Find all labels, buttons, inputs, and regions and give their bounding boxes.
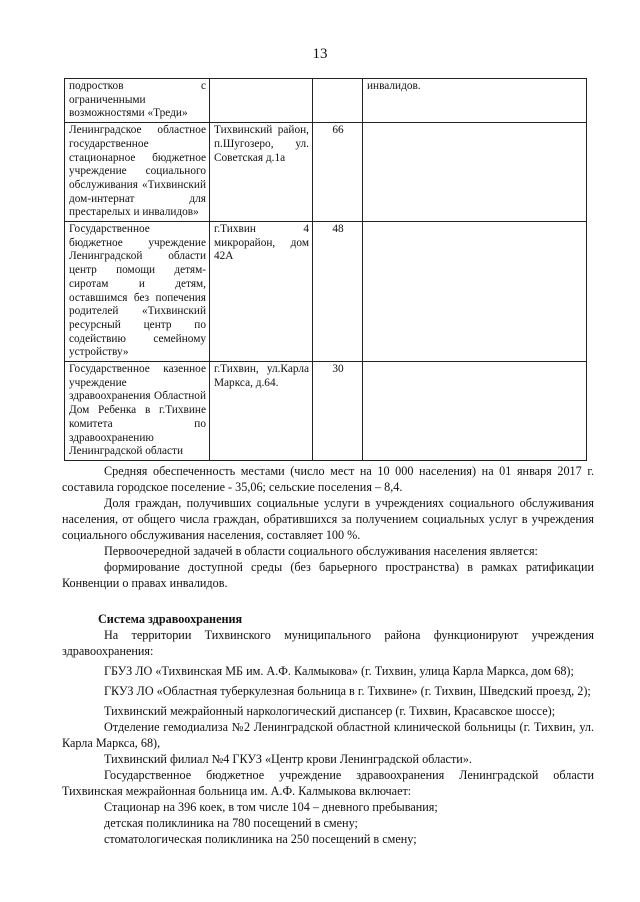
paragraph-healthcare-intro: На территории Тихвинского муниципального района функционируют учреждения здравоохранения: <box>62 628 594 658</box>
paragraph-hospital-2: ГКУЗ ЛО «Областная туберкулезная больница в г. Тихвине» (г. Тихвин, Шведский проезд, 2); <box>104 684 591 698</box>
paragraph-service-share: Доля граждан, получивших социальные услуги в учреждениях социального обслуживания населения, от общего числа граждан, обратившихся за получением социальных услуг в учреждения социального обслуживания населения, составляет 100 %. <box>62 496 594 542</box>
facility-capacity <box>313 79 363 123</box>
facility-address: Тихвинский район, п.Шугозеро, ул. Советская д.1а <box>210 123 313 222</box>
document-body <box>62 463 594 847</box>
paragraph-priority-task: Первоочередной задачей в области социального обслуживания населения является: <box>104 544 538 558</box>
facility-address: г.Тихвин 4 микрорайон, дом 42А <box>210 222 313 362</box>
facility-capacity: 66 <box>313 123 363 222</box>
facility-note <box>363 222 587 362</box>
paragraph-dental-clinic: стоматологическая поликлиника на 250 посещений в смену; <box>104 832 417 846</box>
facility-address <box>210 79 313 123</box>
paragraph-children-clinic: детская поликлиника на 780 посещений в смену; <box>104 816 358 830</box>
facility-name: подростков с ограниченными возможностями «Треди» <box>65 79 210 123</box>
facility-capacity: 48 <box>313 222 363 362</box>
facility-note <box>363 362 587 461</box>
paragraph-accessible-environment: формирование доступной среды (без барьерного пространства) в рамках ратификации Конвенции о правах инвалидов. <box>62 560 594 590</box>
facility-note <box>363 123 587 222</box>
facility-name: Государственное бюджетное учреждение Ленинградской области центр помощи детям-сиротам и детям, оставшимся без попечения родителей «Тихвинский ресурсный центр по содействию семейному устройству» <box>65 222 210 362</box>
paragraph-hospital-5: Тихвинский филиал №4 ГКУЗ «Центр крови Ленинградской области». <box>104 752 472 766</box>
facility-capacity: 30 <box>313 362 363 461</box>
paragraph-hospital-3: Тихвинский межрайонный наркологический диспансер (г. Тихвин, Красавское шоссе); <box>104 704 556 718</box>
facility-note: инвалидов. <box>363 79 587 123</box>
table-row <box>65 222 587 362</box>
page-number: 13 <box>312 46 328 62</box>
paragraph-capacity-rate: Средняя обеспеченность местами (число мест на 10 000 населения) на 01 января 2017 г. составила городское поселение - 35,06; сельские поселения – 8,4. <box>62 464 594 494</box>
table-row <box>65 362 587 461</box>
paragraph-hospital-4: Отделение гемодиализа №2 Ленинградской областной клинической больницы (г. Тихвин, ул. Карла Маркса, 68), <box>62 720 594 750</box>
section-heading-healthcare: Система здравоохранения <box>98 612 243 626</box>
facilities-table <box>64 78 587 461</box>
table-row <box>65 79 587 123</box>
paragraph-hospital-1: ГБУЗ ЛО «Тихвинская МБ им. А.Ф. Калмыкова» (г. Тихвин, улица Карла Маркса, дом 68); <box>104 664 574 678</box>
paragraph-inpatient: Стационар на 396 коек, в том числе 104 – дневного пребывания; <box>104 800 438 814</box>
facility-address: г.Тихвин, ул.Карла Маркса, д.64. <box>210 362 313 461</box>
table-row <box>65 123 587 222</box>
facility-name: Государственное казенное учреждение здравоохранения Областной Дом Ребенка в г.Тихвине комитета по здравоохранению Ленинградской области <box>65 362 210 461</box>
paragraph-hospital-structure: Государственное бюджетное учреждение здравоохранения Ленинградской области Тихвинская межрайонная больница им. А.Ф. Калмыкова включает: <box>62 768 594 798</box>
facility-name: Ленинградское областное государственное стационарное бюджетное учреждение социального обслуживания «Тихвинский дом-интернат для престарелых и инвалидов» <box>65 123 210 222</box>
